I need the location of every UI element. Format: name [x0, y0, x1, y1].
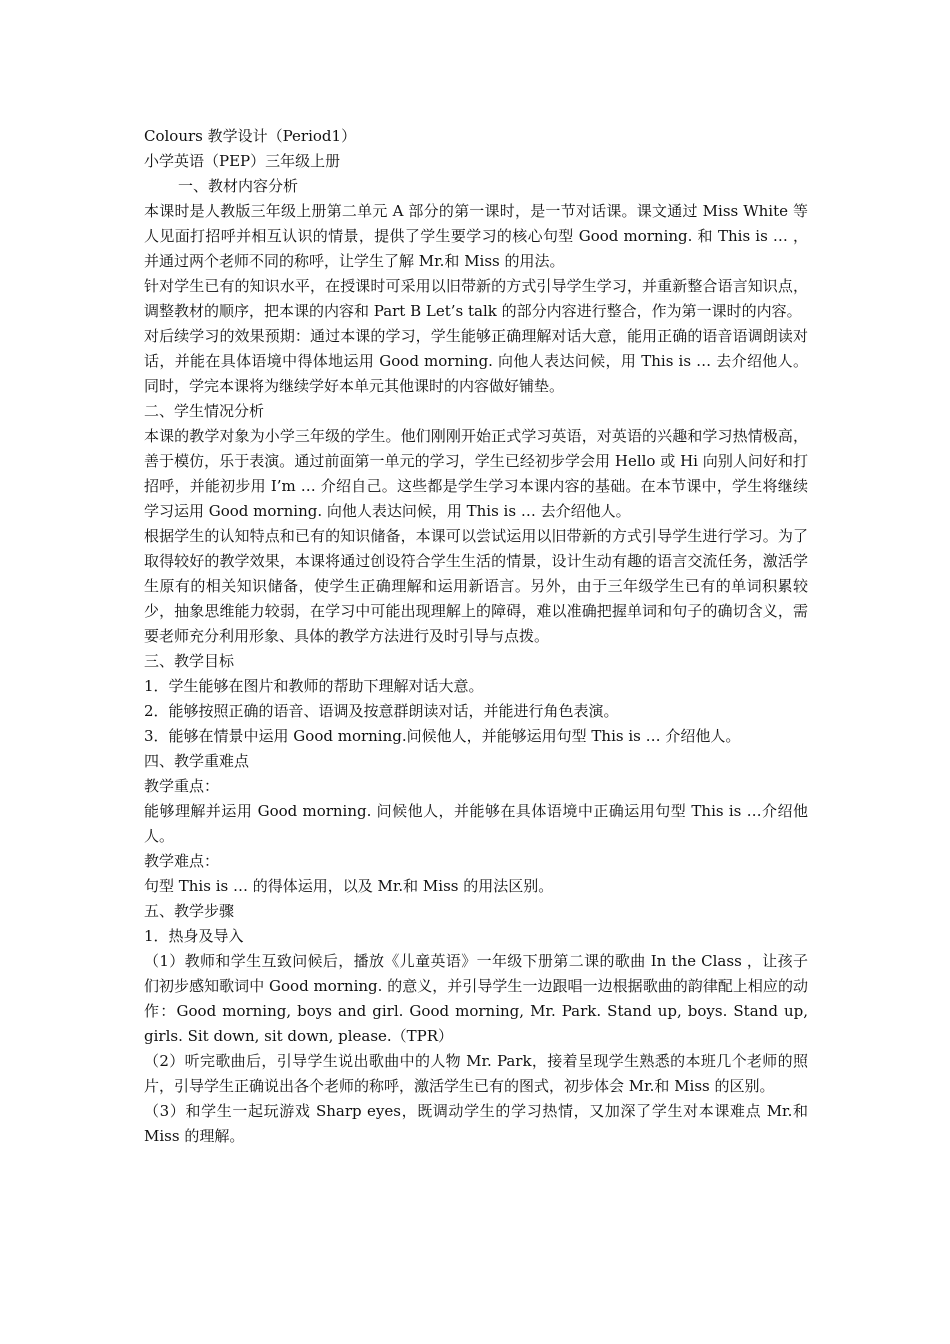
- section-5-heading: 五、教学步骤: [144, 902, 235, 920]
- doc-subtitle: 小学英语（PEP）三年级上册: [144, 152, 341, 170]
- section-4-heading: 四、教学重难点: [144, 752, 250, 770]
- section-1-paragraph-2: 针对学生已有的知识水平，在授课时可采用以旧带新的方式引导学生学习，并重新整合语言知识点，调整教材的顺序，把本课的内容和 Part B Let’s talk 的部分内容进行整合，作为第一课时的内容。: [144, 277, 808, 320]
- section-2-paragraph-1: 本课的教学对象为小学三年级的学生。他们刚刚开始正式学习英语，对英语的兴趣和学习热情极高，善于模仿，乐于表演。通过前面第一单元的学习，学生已经初步学会用 Hello 或 Hi 向别人问好和打招呼，并能初步用 I’m … 介绍自己。这些都是学生学习本课内容的基础。在本节课中，学生将继续学习运用 Good morning. 向他人表达问候，用 This is … 去介绍他人。: [144, 427, 808, 520]
- section-3-heading: 三、教学目标: [144, 652, 235, 670]
- difficulty-label: 教学难点：: [144, 852, 220, 870]
- step-1-paragraph-2: （2）听完歌曲后，引导学生说出歌曲中的人物 Mr. Park，接着呈现学生熟悉的本班几个老师的照片，引导学生正确说出各个老师的称呼，激活学生已有的图式，初步体会 Mr.和 Miss 的区别。: [144, 1052, 808, 1095]
- section-1-heading: 一、教材内容分析: [178, 177, 299, 195]
- key-point-label: 教学重点：: [144, 777, 220, 795]
- step-1-heading: 1．热身及导入: [144, 927, 244, 945]
- step-1-paragraph-3: （3）和学生一起玩游戏 Sharp eyes，既调动学生的学习热情，又加深了学生对本课难点 Mr.和 Miss 的理解。: [144, 1102, 808, 1145]
- section-1-paragraph-3: 对后续学习的效果预期：通过本课的学习，学生能够正确理解对话大意，能用正确的语音语调朗读对话，并能在具体语境中得体地运用 Good morning. 向他人表达问候，用 This is … 去介绍他人。同时，学完本课将为继续学好本单元其他课时的内容做好铺垫。: [144, 327, 808, 395]
- objective-item: 3．能够在情景中运用 Good morning.问候他人，并能够运用句型 This is … 介绍他人。: [144, 727, 741, 745]
- document-page: [144, 124, 808, 1149]
- objective-item: 2．能够按照正确的语音、语调及按意群朗读对话，并能进行角色表演。: [144, 702, 619, 720]
- section-2-heading: 二、学生情况分析: [144, 402, 265, 420]
- difficulty-text: 句型 This is … 的得体运用，以及 Mr.和 Miss 的用法区别。: [144, 877, 554, 895]
- section-2-paragraph-2: 根据学生的认知特点和已有的知识储备，本课可以尝试运用以旧带新的方式引导学生进行学习。为了取得较好的教学效果，本课将通过创设符合学生生活的情景，设计生动有趣的语言交流任务，激活学生原有的相关知识储备，使学生正确理解和运用新语言。另外，由于三年级学生已有的单词积累较少，抽象思维能力较弱，在学习中可能出现理解上的障碍，难以准确把握单词和句子的确切含义，需要老师充分利用形象、具体的教学方法进行及时引导与点拨。: [144, 527, 808, 645]
- objective-item: 1．学生能够在图片和教师的帮助下理解对话大意。: [144, 677, 484, 695]
- key-point-text: 能够理解并运用 Good morning. 问候他人，并能够在具体语境中正确运用句型 This is …介绍他人。: [144, 802, 808, 845]
- doc-title: Colours 教学设计（Period1）: [144, 127, 357, 145]
- section-1-paragraph-1: 本课时是人教版三年级上册第二单元 A 部分的第一课时，是一节对话课。课文通过 Miss White 等人见面打招呼并相互认识的情景，提供了学生要学习的核心句型 Good morning. 和 This is … ，并通过两个老师不同的称呼，让学生了解 Mr.和 Miss 的用法。: [144, 202, 808, 270]
- step-1-paragraph-1: （1）教师和学生互致问候后，播放《儿童英语》一年级下册第二课的歌曲 In the Class ，让孩子们初步感知歌词中 Good morning. 的意义，并引导学生一边跟唱一边根据歌曲的韵律配上相应的动作：Good morning, boys and girl. Good morning, Mr. Park. Stand up, boys. Stand up, girls. Sit down, sit down, please.（TPR）: [144, 952, 808, 1045]
